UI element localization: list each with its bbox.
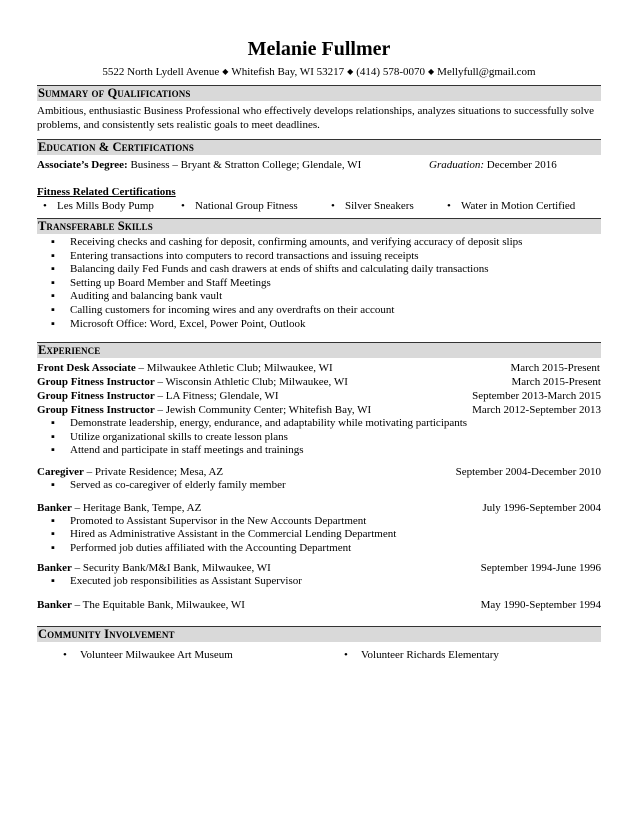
city: Whitefish Bay, WI 53217 xyxy=(231,66,345,78)
community-item: • Volunteer Milwaukee Art Museum xyxy=(37,648,318,662)
list-item: ▪ Receiving checks and cashing for deposit, confirming amounts, and verifying accuracy of deposit slips xyxy=(37,236,601,250)
list-item: ▪ Entering transactions into computers to record transactions and issuing receipts xyxy=(37,250,601,264)
job-org: – Jewish Community Center; Whitefish Bay, WI xyxy=(154,404,372,417)
job-org: – LA Fitness; Glendale, WI xyxy=(154,390,279,403)
list-item: ▪ Attend and participate in staff meetings and trainings xyxy=(37,444,601,458)
list-item: ▪ Auditing and balancing bank vault xyxy=(37,290,601,304)
job-dates: July 1996-September 2004 xyxy=(482,501,601,514)
diamond-icon: ◆ xyxy=(347,67,354,76)
job-row xyxy=(37,389,601,403)
cert-list xyxy=(37,199,601,213)
cert-item: • Les Mills Body Pump xyxy=(37,199,175,213)
list-item: ▪ Utilize organizational skills to create lesson plans xyxy=(37,431,601,445)
degree-label: Associate’s Degree: xyxy=(37,159,128,171)
job-row xyxy=(37,403,601,417)
email: Mellyfull@gmail.com xyxy=(437,66,536,78)
job-dates: March 2012-September 2013 xyxy=(472,404,601,417)
cert-heading: Fitness Related Certifications xyxy=(37,186,176,198)
section-summary-heading: Summary of Qualifications xyxy=(37,85,601,101)
section-skills-heading: Transferable Skills xyxy=(37,218,601,234)
graduation-date: December 2016 xyxy=(486,159,557,171)
job-row xyxy=(37,561,601,575)
job-dates: March 2015-Present xyxy=(511,376,601,389)
degree-row xyxy=(37,158,601,172)
job-role: Banker xyxy=(37,562,72,575)
job-role: Group Fitness Instructor xyxy=(37,390,155,403)
degree-detail: Business – Bryant & Stratton College; Glendale, WI xyxy=(130,159,362,171)
job-role: Banker xyxy=(37,598,72,611)
job-row xyxy=(37,501,601,515)
section-community-heading: Community Involvement xyxy=(37,626,601,642)
graduation-label: Graduation: xyxy=(429,159,484,171)
job-org: – Wisconsin Athletic Club; Milwaukee, WI xyxy=(154,376,348,389)
banker-duties xyxy=(37,575,601,589)
job-org: – Heritage Bank, Tempe, AZ xyxy=(71,501,202,514)
list-item: ▪ Microsoft Office: Word, Excel, Power Point, Outlook xyxy=(37,318,601,332)
job-row xyxy=(37,375,601,389)
community-item: • Volunteer Richards Elementary xyxy=(318,648,499,662)
job-dates: May 1990-September 1994 xyxy=(480,598,601,611)
caregiver-duties xyxy=(37,479,601,493)
list-item: ▪ Calling customers for incoming wires and any overdrafts on their account xyxy=(37,304,601,318)
skills-list xyxy=(37,236,601,331)
job-row xyxy=(37,598,601,612)
banker-duties xyxy=(37,515,601,556)
list-item: ▪ Setting up Board Member and Staff Meetings xyxy=(37,277,601,291)
diamond-icon: ◆ xyxy=(222,67,229,76)
job-role: Caregiver xyxy=(37,465,84,478)
degree-text xyxy=(37,158,429,172)
experience-body xyxy=(37,361,601,612)
job-row xyxy=(37,361,601,375)
job-row xyxy=(37,465,601,479)
job-org: – Security Bank/M&I Bank, Milwaukee, WI xyxy=(71,562,271,575)
job-dates: September 2013-March 2015 xyxy=(472,390,601,403)
job-org: – Private Residence; Mesa, AZ xyxy=(83,465,224,478)
job-role: Front Desk Associate xyxy=(37,362,136,375)
phone: (414) 578-0070 xyxy=(356,66,426,78)
fitness-duties xyxy=(37,417,601,458)
summary-text: Ambitious, enthusiastic Business Professional who effectively develops relationships, analyzes situations to successfully solve problems, and consistently sets realistic goals to meet deadlines. xyxy=(37,105,595,131)
address: 5522 North Lydell Avenue xyxy=(102,66,220,78)
resume-name: Melanie Fullmer xyxy=(247,38,391,60)
diamond-icon: ◆ xyxy=(428,67,435,76)
cert-item: • National Group Fitness xyxy=(175,199,325,213)
list-item: ▪ Served as co-caregiver of elderly family member xyxy=(37,479,601,493)
list-item: ▪ Performed job duties affiliated with the Accounting Department xyxy=(37,542,601,556)
list-item: ▪ Balancing daily Fed Funds and cash drawers at ends of shifts and calculating daily transactions xyxy=(37,263,601,277)
list-item: ▪ Promoted to Assistant Supervisor in the New Accounts Department xyxy=(37,515,601,529)
job-org: – Milwaukee Athletic Club; Milwaukee, WI xyxy=(135,362,333,375)
job-dates: September 2004-December 2010 xyxy=(455,465,601,478)
community-list xyxy=(37,648,601,662)
job-dates: September 1994-June 1996 xyxy=(480,562,601,575)
contact-line xyxy=(37,65,601,80)
cert-item: • Water in Motion Certified xyxy=(441,199,575,213)
list-item: ▪ Executed job responsibilities as Assistant Supervisor xyxy=(37,575,601,589)
job-role: Group Fitness Instructor xyxy=(37,404,155,417)
job-role: Group Fitness Instructor xyxy=(37,376,155,389)
list-item: ▪ Hired as Administrative Assistant in the Commercial Lending Department xyxy=(37,528,601,542)
job-role: Banker xyxy=(37,501,72,514)
job-org: – The Equitable Bank, Milwaukee, WI xyxy=(71,598,245,611)
list-item: ▪ Demonstrate leadership, energy, endurance, and adaptability while motivating participants xyxy=(37,417,601,431)
graduation xyxy=(429,158,557,172)
job-dates: March 2015-Present xyxy=(510,362,600,375)
cert-item: • Silver Sneakers xyxy=(325,199,441,213)
section-experience-heading: Experience xyxy=(37,342,601,358)
section-education-heading: Education & Certifications xyxy=(37,139,601,155)
